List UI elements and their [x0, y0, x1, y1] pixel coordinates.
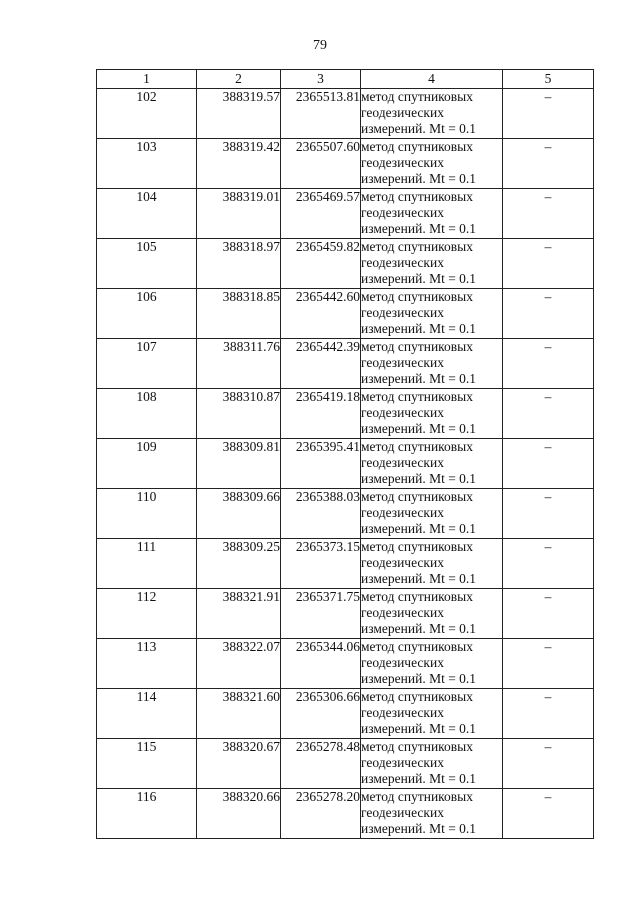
table-row — [97, 389, 594, 439]
y-coordinate-cell: 2365306.66 — [281, 689, 361, 739]
table-row — [97, 589, 594, 639]
x-coordinate-cell: 388309.66 — [197, 489, 281, 539]
y-coordinate-cell: 2365469.57 — [281, 189, 361, 239]
point-number-cell: 107 — [97, 339, 197, 389]
table-row — [97, 689, 594, 739]
method-text: метод спутниковых геодезических измерений. Mt = 0.1 — [361, 339, 477, 386]
note-cell: – — [503, 789, 594, 839]
y-coordinate-cell: 2365371.75 — [281, 589, 361, 639]
point-number-cell: 103 — [97, 139, 197, 189]
method-cell — [361, 339, 503, 389]
table-row — [97, 239, 594, 289]
point-number-cell: 108 — [97, 389, 197, 439]
method-cell — [361, 789, 503, 839]
method-cell — [361, 639, 503, 689]
table-row — [97, 489, 594, 539]
method-text: метод спутниковых геодезических измерений. Mt = 0.1 — [361, 639, 477, 686]
x-coordinate-cell: 388322.07 — [197, 639, 281, 689]
y-coordinate-cell: 2365442.39 — [281, 339, 361, 389]
note-cell: – — [503, 189, 594, 239]
y-coordinate-cell: 2365278.48 — [281, 739, 361, 789]
point-number-cell: 105 — [97, 239, 197, 289]
method-cell — [361, 389, 503, 439]
y-coordinate-cell: 2365507.60 — [281, 139, 361, 189]
table-row — [97, 89, 594, 139]
x-coordinate-cell: 388318.85 — [197, 289, 281, 339]
table-row — [97, 639, 594, 689]
point-number-cell: 109 — [97, 439, 197, 489]
x-coordinate-cell: 388321.60 — [197, 689, 281, 739]
point-number-cell: 116 — [97, 789, 197, 839]
method-cell — [361, 689, 503, 739]
note-cell: – — [503, 289, 594, 339]
table-row — [97, 189, 594, 239]
coordinates-table — [96, 69, 594, 839]
point-number-cell: 106 — [97, 289, 197, 339]
method-cell — [361, 289, 503, 339]
note-cell: – — [503, 339, 594, 389]
method-cell — [361, 139, 503, 189]
note-cell: – — [503, 639, 594, 689]
column-header: 4 — [361, 70, 503, 89]
x-coordinate-cell: 388311.76 — [197, 339, 281, 389]
method-text: метод спутниковых геодезических измерений. Mt = 0.1 — [361, 739, 477, 786]
x-coordinate-cell: 388309.81 — [197, 439, 281, 489]
method-cell — [361, 439, 503, 489]
note-cell: – — [503, 539, 594, 589]
x-coordinate-cell: 388319.57 — [197, 89, 281, 139]
table-row — [97, 139, 594, 189]
method-cell — [361, 89, 503, 139]
x-coordinate-cell: 388309.25 — [197, 539, 281, 589]
method-text: метод спутниковых геодезических измерений. Mt = 0.1 — [361, 239, 477, 286]
note-cell: – — [503, 589, 594, 639]
note-cell: – — [503, 239, 594, 289]
y-coordinate-cell: 2365442.60 — [281, 289, 361, 339]
note-cell: – — [503, 689, 594, 739]
table-row — [97, 339, 594, 389]
y-coordinate-cell: 2365459.82 — [281, 239, 361, 289]
note-cell: – — [503, 739, 594, 789]
method-text: метод спутниковых геодезических измерений. Mt = 0.1 — [361, 389, 477, 436]
method-text: метод спутниковых геодезических измерений. Mt = 0.1 — [361, 789, 477, 836]
x-coordinate-cell: 388320.67 — [197, 739, 281, 789]
table-row — [97, 539, 594, 589]
note-cell: – — [503, 139, 594, 189]
method-cell — [361, 189, 503, 239]
x-coordinate-cell: 388310.87 — [197, 389, 281, 439]
method-cell — [361, 489, 503, 539]
table-header-row — [97, 70, 594, 89]
method-text: метод спутниковых геодезических измерений. Mt = 0.1 — [361, 189, 477, 236]
y-coordinate-cell: 2365373.15 — [281, 539, 361, 589]
column-header: 1 — [97, 70, 197, 89]
table-row — [97, 789, 594, 839]
point-number-cell: 112 — [97, 589, 197, 639]
point-number-cell: 114 — [97, 689, 197, 739]
point-number-cell: 111 — [97, 539, 197, 589]
x-coordinate-cell: 388319.01 — [197, 189, 281, 239]
x-coordinate-cell: 388321.91 — [197, 589, 281, 639]
note-cell: – — [503, 389, 594, 439]
point-number-cell: 110 — [97, 489, 197, 539]
note-cell: – — [503, 489, 594, 539]
method-text: метод спутниковых геодезических измерений. Mt = 0.1 — [361, 89, 477, 136]
page-number: 79 — [313, 38, 327, 53]
method-text: метод спутниковых геодезических измерений. Mt = 0.1 — [361, 539, 477, 586]
y-coordinate-cell: 2365419.18 — [281, 389, 361, 439]
column-header: 5 — [503, 70, 594, 89]
method-text: метод спутниковых геодезических измерений. Mt = 0.1 — [361, 489, 477, 536]
method-cell — [361, 739, 503, 789]
method-cell — [361, 589, 503, 639]
table-row — [97, 739, 594, 789]
method-text: метод спутниковых геодезических измерений. Mt = 0.1 — [361, 289, 477, 336]
point-number-cell: 113 — [97, 639, 197, 689]
method-cell — [361, 239, 503, 289]
method-text: метод спутниковых геодезических измерений. Mt = 0.1 — [361, 589, 477, 636]
column-header: 3 — [281, 70, 361, 89]
method-cell — [361, 539, 503, 589]
x-coordinate-cell: 388319.42 — [197, 139, 281, 189]
point-number-cell: 115 — [97, 739, 197, 789]
y-coordinate-cell: 2365278.20 — [281, 789, 361, 839]
method-text: метод спутниковых геодезических измерений. Mt = 0.1 — [361, 439, 477, 486]
note-cell: – — [503, 89, 594, 139]
table-row — [97, 439, 594, 489]
y-coordinate-cell: 2365395.41 — [281, 439, 361, 489]
x-coordinate-cell: 388320.66 — [197, 789, 281, 839]
x-coordinate-cell: 388318.97 — [197, 239, 281, 289]
note-cell: – — [503, 439, 594, 489]
method-text: метод спутниковых геодезических измерений. Mt = 0.1 — [361, 689, 477, 736]
table-row — [97, 289, 594, 339]
method-text: метод спутниковых геодезических измерений. Mt = 0.1 — [361, 139, 477, 186]
y-coordinate-cell: 2365388.03 — [281, 489, 361, 539]
y-coordinate-cell: 2365513.81 — [281, 89, 361, 139]
column-header: 2 — [197, 70, 281, 89]
point-number-cell: 102 — [97, 89, 197, 139]
point-number-cell: 104 — [97, 189, 197, 239]
y-coordinate-cell: 2365344.06 — [281, 639, 361, 689]
